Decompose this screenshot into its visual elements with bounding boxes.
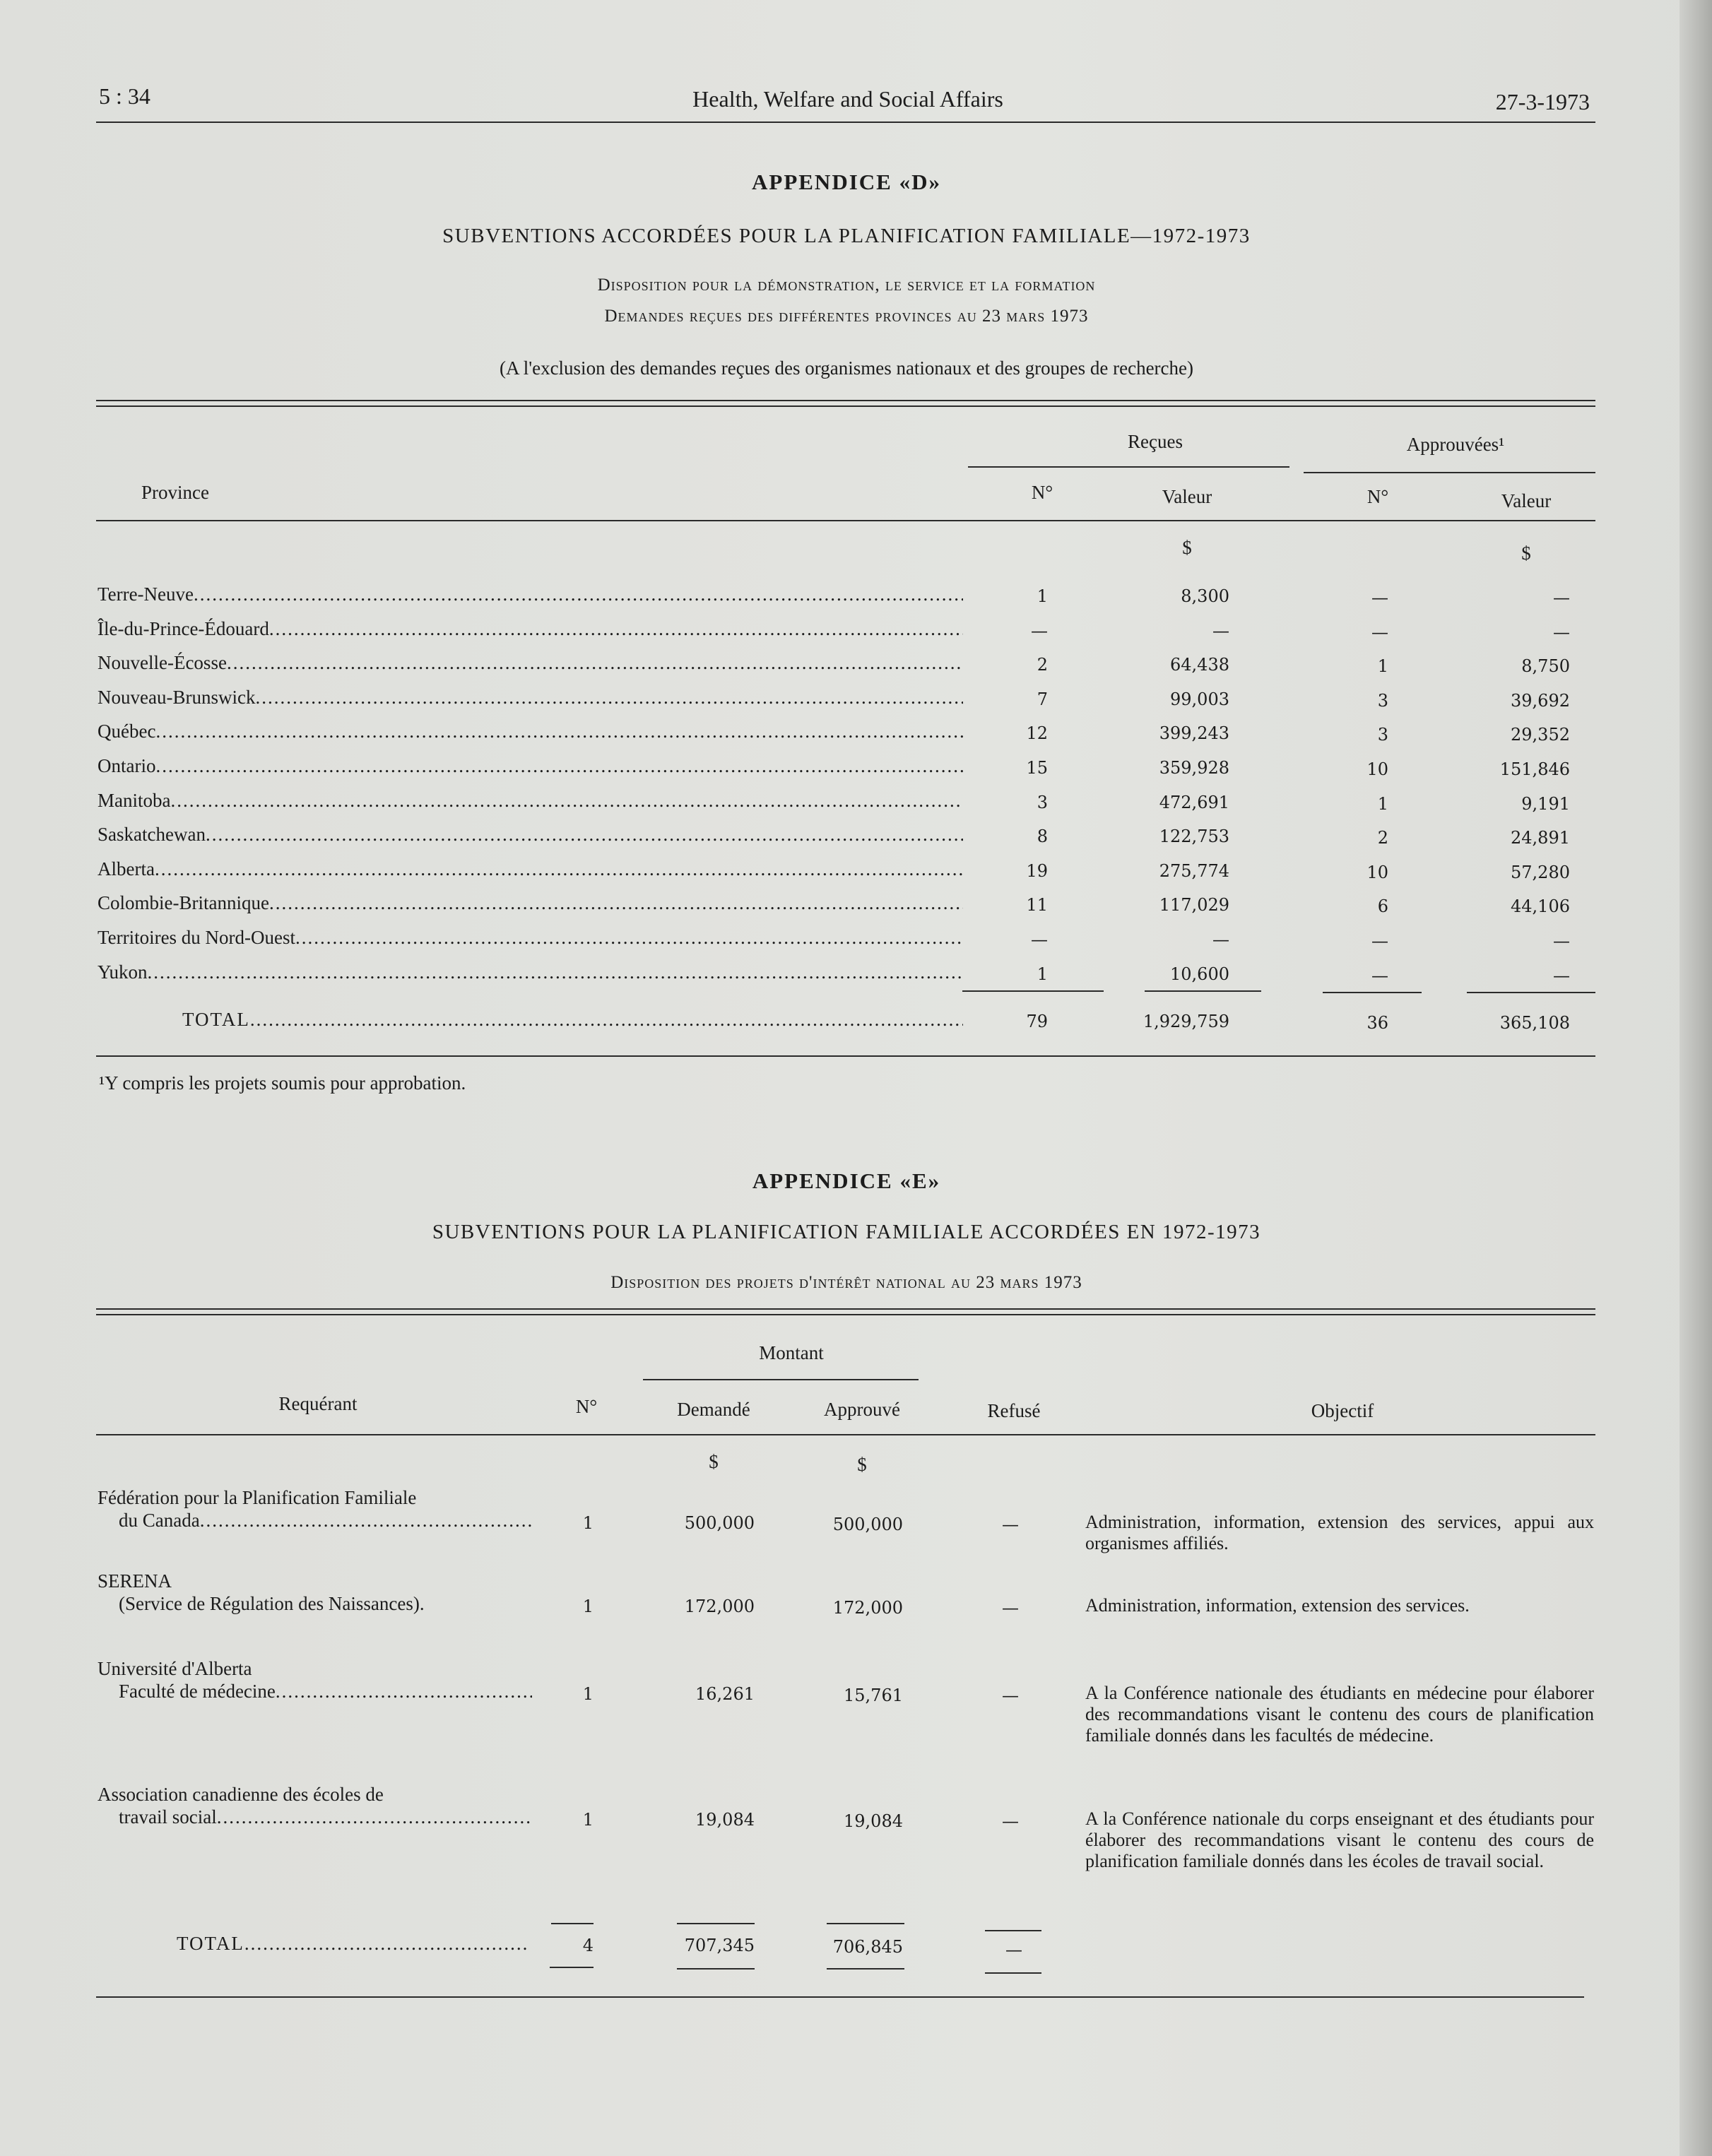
table-e-col-requerant: Requérant: [278, 1393, 358, 1414]
table-e-total-row: [177, 1933, 530, 1955]
approuvees-valeur: —: [1553, 966, 1570, 985]
appendix-d-subtitle: SUBVENTIONS ACCORDÉES POUR LA PLANIFICATION FAMILIALE—1972-1973: [442, 225, 1251, 247]
table-d-recues-rule: [968, 466, 1289, 468]
recues-no: 2: [1037, 655, 1048, 675]
recues-valeur: 117,029: [1159, 895, 1229, 915]
table-d-group-approuvees: Approuvées¹: [1406, 434, 1505, 455]
running-title: Health, Welfare and Social Affairs: [692, 86, 1003, 112]
row-objectif: Administration, information, extension des services.: [1085, 1595, 1470, 1616]
table-d-top-rule-2: [96, 405, 1595, 407]
row-refuse: —: [1002, 1598, 1019, 1618]
table-d-col-appr-valeur: Valeur: [1501, 490, 1552, 511]
approuvees-no: 1: [1377, 656, 1388, 676]
row-no: 1: [582, 1513, 594, 1533]
table-d-row: [98, 790, 963, 812]
table-e-total-no: 4: [582, 1936, 594, 1955]
table-d-approuvees-rule: [1304, 472, 1595, 473]
recues-no: 3: [1037, 793, 1048, 812]
table-d-currency-recues: $: [1182, 537, 1192, 558]
table-e-col-refuse: Refusé: [987, 1400, 1041, 1421]
recues-no: 1: [1037, 586, 1048, 606]
table-d-row: [98, 892, 963, 914]
recues-valeur: —: [1212, 930, 1229, 949]
row-approuve: 500,000: [832, 1515, 903, 1534]
table-d-total-rule-1: [962, 990, 1104, 992]
row-no: 1: [582, 1810, 594, 1830]
row-approuve: 15,761: [844, 1686, 903, 1705]
row-approuve: 19,084: [844, 1811, 903, 1831]
appendix-d-line2: Demandes reçues des différentes provinces au 23 mars 1973: [604, 307, 1089, 326]
requerant-line2-text: du Canada: [119, 1510, 200, 1531]
table-d-header-rule: [96, 520, 1595, 521]
appendix-e-line1: Disposition des projets d'intérêt national au 23 mars 1973: [610, 1273, 1082, 1292]
table-e-total-underline-3: [827, 1968, 904, 1970]
row-no: 1: [582, 1684, 594, 1704]
table-e-col-objectif: Objectif: [1311, 1400, 1374, 1421]
approuvees-valeur: 8,750: [1521, 656, 1570, 676]
row-objectif: Administration, information, extension des services, appui aux organismes affiliés.: [1085, 1512, 1594, 1553]
recues-valeur: 99,003: [1170, 689, 1229, 709]
approuvees-valeur: 44,106: [1511, 896, 1570, 916]
requerant-line2-text: travail social: [119, 1806, 217, 1828]
table-e-total-refuse: —: [1005, 1940, 1022, 1960]
row-demande: 500,000: [684, 1513, 755, 1533]
row-demande: 172,000: [684, 1597, 755, 1616]
approuvees-no: —: [1371, 966, 1388, 985]
table-e-total-label: TOTAL: [177, 1933, 244, 1954]
table-d-row: [98, 961, 963, 983]
approuvees-no: 3: [1377, 691, 1388, 711]
recues-valeur: 8,300: [1181, 586, 1229, 606]
table-e-col-demande: Demandé: [677, 1399, 750, 1420]
table-d-total-rule-4: [1467, 992, 1595, 993]
table-d-total-appr-valeur: 365,108: [1499, 1013, 1570, 1033]
requerant-line1: Association canadienne des écoles de: [98, 1784, 384, 1805]
appendix-d-title: APPENDICE «D»: [752, 170, 941, 194]
row-refuse: —: [1002, 1811, 1019, 1831]
table-d-row: [98, 584, 963, 605]
appendix-d-line1: Disposition pour la démonstration, le service et la formation: [597, 276, 1096, 295]
header-date: 27-3-1973: [1495, 89, 1590, 114]
page-spine-shadow: [1679, 0, 1712, 2156]
recues-valeur: 399,243: [1159, 723, 1229, 743]
requerant-line2: [119, 1680, 532, 1702]
table-d-group-recues: Reçues: [1128, 431, 1183, 452]
table-d-row: [98, 858, 963, 880]
approuvees-valeur: —: [1553, 931, 1570, 951]
row-no: 1: [582, 1597, 594, 1616]
province-name: Territoires du Nord-Ouest: [98, 927, 296, 948]
table-d-row: [98, 927, 963, 949]
requerant-line1: Université d'Alberta: [98, 1658, 252, 1679]
recues-valeur: 275,774: [1159, 861, 1229, 881]
table-e-group-montant: Montant: [759, 1342, 824, 1363]
table-d-footnote: ¹Y compris les projets soumis pour approbation.: [99, 1072, 466, 1094]
province-name: Nouvelle-Écosse: [98, 652, 227, 673]
table-d-row: [98, 755, 963, 777]
requerant-line2: [119, 1806, 532, 1828]
province-name: Île-du-Prince-Édouard: [98, 618, 269, 639]
requerant-line2-text: (Service de Régulation des Naissances).: [119, 1593, 425, 1614]
table-d-total-appr-no: 36: [1366, 1013, 1388, 1033]
approuvees-no: 10: [1366, 863, 1388, 882]
approuvees-valeur: 9,191: [1521, 794, 1570, 814]
recues-valeur: 64,438: [1170, 655, 1229, 675]
table-e-total-approuve: 706,845: [832, 1937, 903, 1957]
approuvees-valeur: 151,846: [1499, 759, 1570, 779]
requerant-line2: [119, 1509, 532, 1532]
row-approuve: 172,000: [832, 1598, 903, 1618]
recues-no: 8: [1037, 827, 1048, 846]
table-d-col-recues-no: N°: [1031, 482, 1053, 503]
approuvees-valeur: 29,352: [1511, 725, 1570, 745]
table-e-total-rule-3: [827, 1923, 904, 1924]
recues-no: 11: [1026, 895, 1048, 915]
approuvees-no: 1: [1377, 794, 1388, 814]
approuvees-valeur: —: [1553, 588, 1570, 608]
approuvees-no: 6: [1377, 896, 1388, 916]
approuvees-valeur: 24,891: [1511, 828, 1570, 848]
approuvees-no: —: [1371, 622, 1388, 642]
appendix-e-subtitle: SUBVENTIONS POUR LA PLANIFICATION FAMILIALE ACCORDÉES EN 1972-1973: [432, 1221, 1261, 1243]
row-refuse: —: [1002, 1515, 1019, 1534]
approuvees-no: —: [1371, 588, 1388, 608]
row-refuse: —: [1002, 1686, 1019, 1705]
recues-no: 1: [1037, 964, 1048, 984]
table-d-bottom-rule: [96, 1055, 1595, 1057]
table-d-total-rule-2: [1145, 990, 1261, 992]
approuvees-no: —: [1371, 931, 1388, 951]
province-name: Saskatchewan: [98, 824, 206, 845]
table-d-total-recues-no: 79: [1026, 1012, 1048, 1031]
table-e-col-no: N°: [575, 1396, 598, 1417]
row-demande: 19,084: [695, 1810, 755, 1830]
recues-valeur: 359,928: [1159, 758, 1229, 778]
province-name: Colombie-Britannique: [98, 892, 269, 913]
table-e-top-rule: [96, 1308, 1595, 1310]
table-e-total-underline-4: [985, 1972, 1041, 1974]
recues-no: 19: [1026, 861, 1048, 881]
table-d-total-recues-valeur: 1,929,759: [1143, 1012, 1229, 1031]
table-e-total-rule-2: [677, 1923, 755, 1924]
province-name: Terre-Neuve: [98, 584, 194, 605]
recues-valeur: 10,600: [1170, 964, 1229, 984]
table-d-top-rule: [96, 400, 1595, 401]
recues-no: 7: [1037, 689, 1048, 709]
table-e-montant-rule: [643, 1379, 919, 1380]
requerant-line2-text: Faculté de médecine: [119, 1681, 276, 1702]
table-e-currency-demande: $: [709, 1451, 719, 1472]
approuvees-valeur: 39,692: [1511, 691, 1570, 711]
recues-valeur: 472,691: [1159, 793, 1229, 812]
table-e-total-rule-1: [551, 1923, 594, 1924]
province-name: Ontario: [98, 755, 156, 776]
table-d-row: [98, 652, 963, 674]
approuvees-valeur: 57,280: [1511, 863, 1570, 882]
requerant-line2: [119, 1592, 532, 1615]
recues-no: 15: [1026, 758, 1048, 778]
table-d-row: [98, 824, 963, 846]
recues-no: 12: [1026, 723, 1048, 743]
appendix-e-title: APPENDICE «E»: [752, 1168, 941, 1193]
appendix-d-note: (A l'exclusion des demandes reçues des organismes nationaux et des groupes de recherche): [499, 357, 1194, 379]
table-e-col-approuve: Approuvé: [824, 1399, 900, 1420]
page-number: 5 : 34: [99, 83, 150, 109]
requerant-line1: SERENA: [98, 1570, 172, 1592]
requerant-line1: Fédération pour la Planification Familiale: [98, 1487, 417, 1508]
table-d-row: [98, 687, 963, 709]
table-d-currency-appr: $: [1521, 543, 1531, 564]
row-objectif: A la Conférence nationale des étudiants en médecine pour élaborer des recommandations visant le contenu des cours de planification familiale donnés dans les facultés de médecine.: [1085, 1683, 1594, 1746]
approuvees-no: 10: [1366, 759, 1388, 779]
table-d-col-province: Province: [141, 482, 209, 503]
header-rule: [96, 122, 1595, 123]
table-e-total-underline-1: [550, 1967, 594, 1968]
table-d-total-row: [182, 1009, 963, 1031]
table-d-col-appr-no: N°: [1366, 486, 1389, 507]
table-e-total-rule-4: [985, 1930, 1041, 1931]
province-name: Nouveau-Brunswick: [98, 687, 256, 708]
approuvees-no: 2: [1377, 828, 1388, 848]
table-e-total-demande: 707,345: [684, 1936, 755, 1955]
table-d-col-recues-valeur: Valeur: [1162, 486, 1212, 507]
recues-valeur: —: [1212, 621, 1229, 641]
recues-no: —: [1031, 621, 1048, 641]
table-e-bottom-rule: [96, 1996, 1584, 1998]
row-demande: 16,261: [695, 1684, 755, 1704]
table-e-total-underline-2: [677, 1968, 755, 1970]
row-objectif: A la Conférence nationale du corps enseignant et des étudiants pour élaborer des recommandations visant le contenu des cours de planification familiale donnés dans les écoles de travail social.: [1085, 1808, 1594, 1871]
table-e-top-rule-2: [96, 1314, 1595, 1315]
recues-valeur: 122,753: [1159, 827, 1229, 846]
table-e-header-rule: [96, 1434, 1595, 1435]
province-name: Québec: [98, 721, 156, 742]
table-d-total-rule-3: [1323, 992, 1422, 993]
province-name: Manitoba: [98, 790, 171, 811]
province-name: Alberta: [98, 858, 155, 879]
approuvees-valeur: —: [1553, 622, 1570, 642]
table-e-currency-approuve: $: [857, 1454, 867, 1475]
province-name: Yukon: [98, 961, 148, 983]
table-d-row: [98, 721, 963, 742]
table-d-row: [98, 618, 963, 640]
recues-no: —: [1031, 930, 1048, 949]
table-d-total-label: TOTAL: [182, 1009, 250, 1030]
approuvees-no: 3: [1377, 725, 1388, 745]
